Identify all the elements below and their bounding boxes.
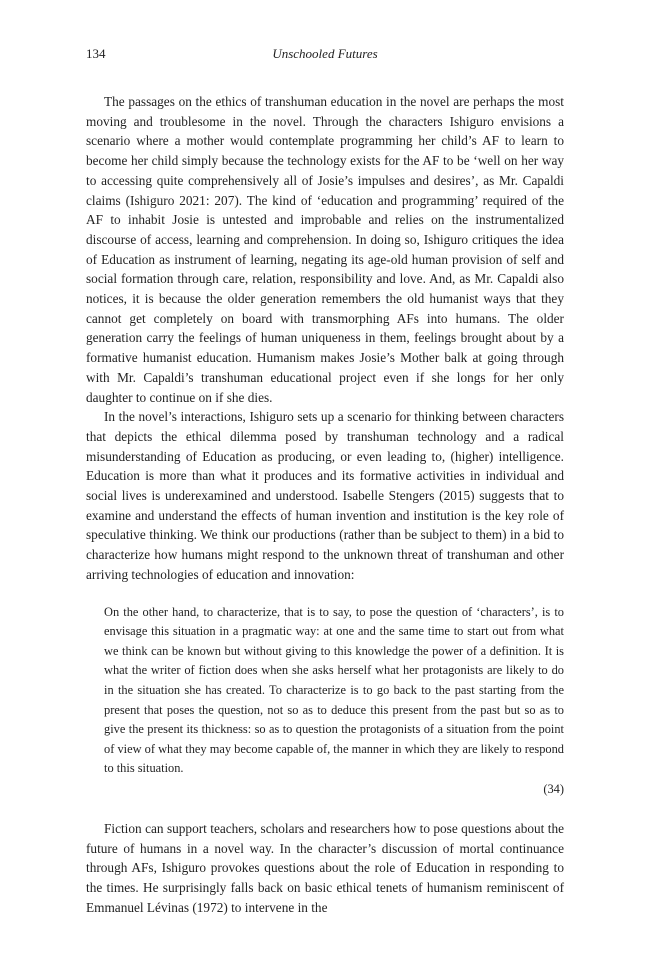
running-title: Unschooled Futures [272,46,378,61]
page-number: 134 [86,46,106,61]
paragraph-transhuman-ethics: The passages on the ethics of transhuman education in the novel are perhaps the most moving and troublesome in the novel. Through the characters Ishiguro envisions a scenario where a mother would contemplate programming her child’s AF to learn to become her child simply because the technology exists for the AF to be ‘well on her way to accessing quite comprehensively all of Josie’s impulses and desires’, as Mr. Capaldi claims (Ishiguro 2021: 207). The kind of ‘education and programming’ required of the AF to inhabit Josie is untested and improbable and relies on the instrumentalized discourse of access, learning and comprehension. In doing so, Ishiguro critiques the idea of Education as instrument of learning, negating its age-old human provision of self and social formation through care, relation, responsibility and love. And, as Mr. Capaldi also notices, it is because the older generation remembers the old humanist ways that they cannot get completely on board with transmorphing AFs into humans. The older generation carry the feelings of human uniqueness in them, feelings brought about by a formative humanist education. Humanism makes Josie’s Mother balk at going through with Mr. Capaldi’s transhuman educational project even if she longs for her only daughter to continue on if she dies. [86,94,564,405]
body-text [86,92,564,917]
paragraph-fiction-support: Fiction can support teachers, scholars and researchers how to pose questions about the future of humans in a novel way. In the character’s discussion of mortal continuance through AFs, Ishiguro provokes questions about the role of Education in responding to the times. He surprisingly falls back on basic ethical tenets of humanism reminiscent of Emmanuel Lévinas (1972) to intervene in the [86,820,564,915]
block-quote-citation: (34) [543,781,564,796]
block-quote-text: On the other hand, to characterize, that is to say, to pose the question of ‘characters’, is to envisage this situation in a pragmatic way: at one and the same time to start out from what we think can be known but without giving to this knowledge the power of a definition. It is what the writer of fiction does when she asks herself what her protagonists are likely to do in the situation she has created. To characterize is to go back to the past starting from the present that poses the question, not so as to deduce this present from the past but so as to give the present its thickness: so as to question the protagonists of a situation from the point of view of what they may become capable of, the manner in which they are likely to respond to this situation. [104,604,564,776]
paragraph-speculative-thinking: In the novel’s interactions, Ishiguro sets up a scenario for thinking between characters that depicts the ethical dilemma posed by transhuman technology and a radical misunderstanding of Education as producing, or even leading to, (higher) intelligence. Education is more than what it produces and its formative activities in individual and social lives is underexamined and understood. Isabelle Stengers (2015) suggests that to examine and understand the effects of human invention and institution is the key role of speculative thinking. We think our productions (rather than be subject to them) in a bid to characterize how humans might respond to the unknown threat of transhuman and other arriving technologies of education and innovation: [86,409,564,582]
block-quote [104,603,564,799]
book-page [86,44,564,917]
running-head [86,44,564,64]
